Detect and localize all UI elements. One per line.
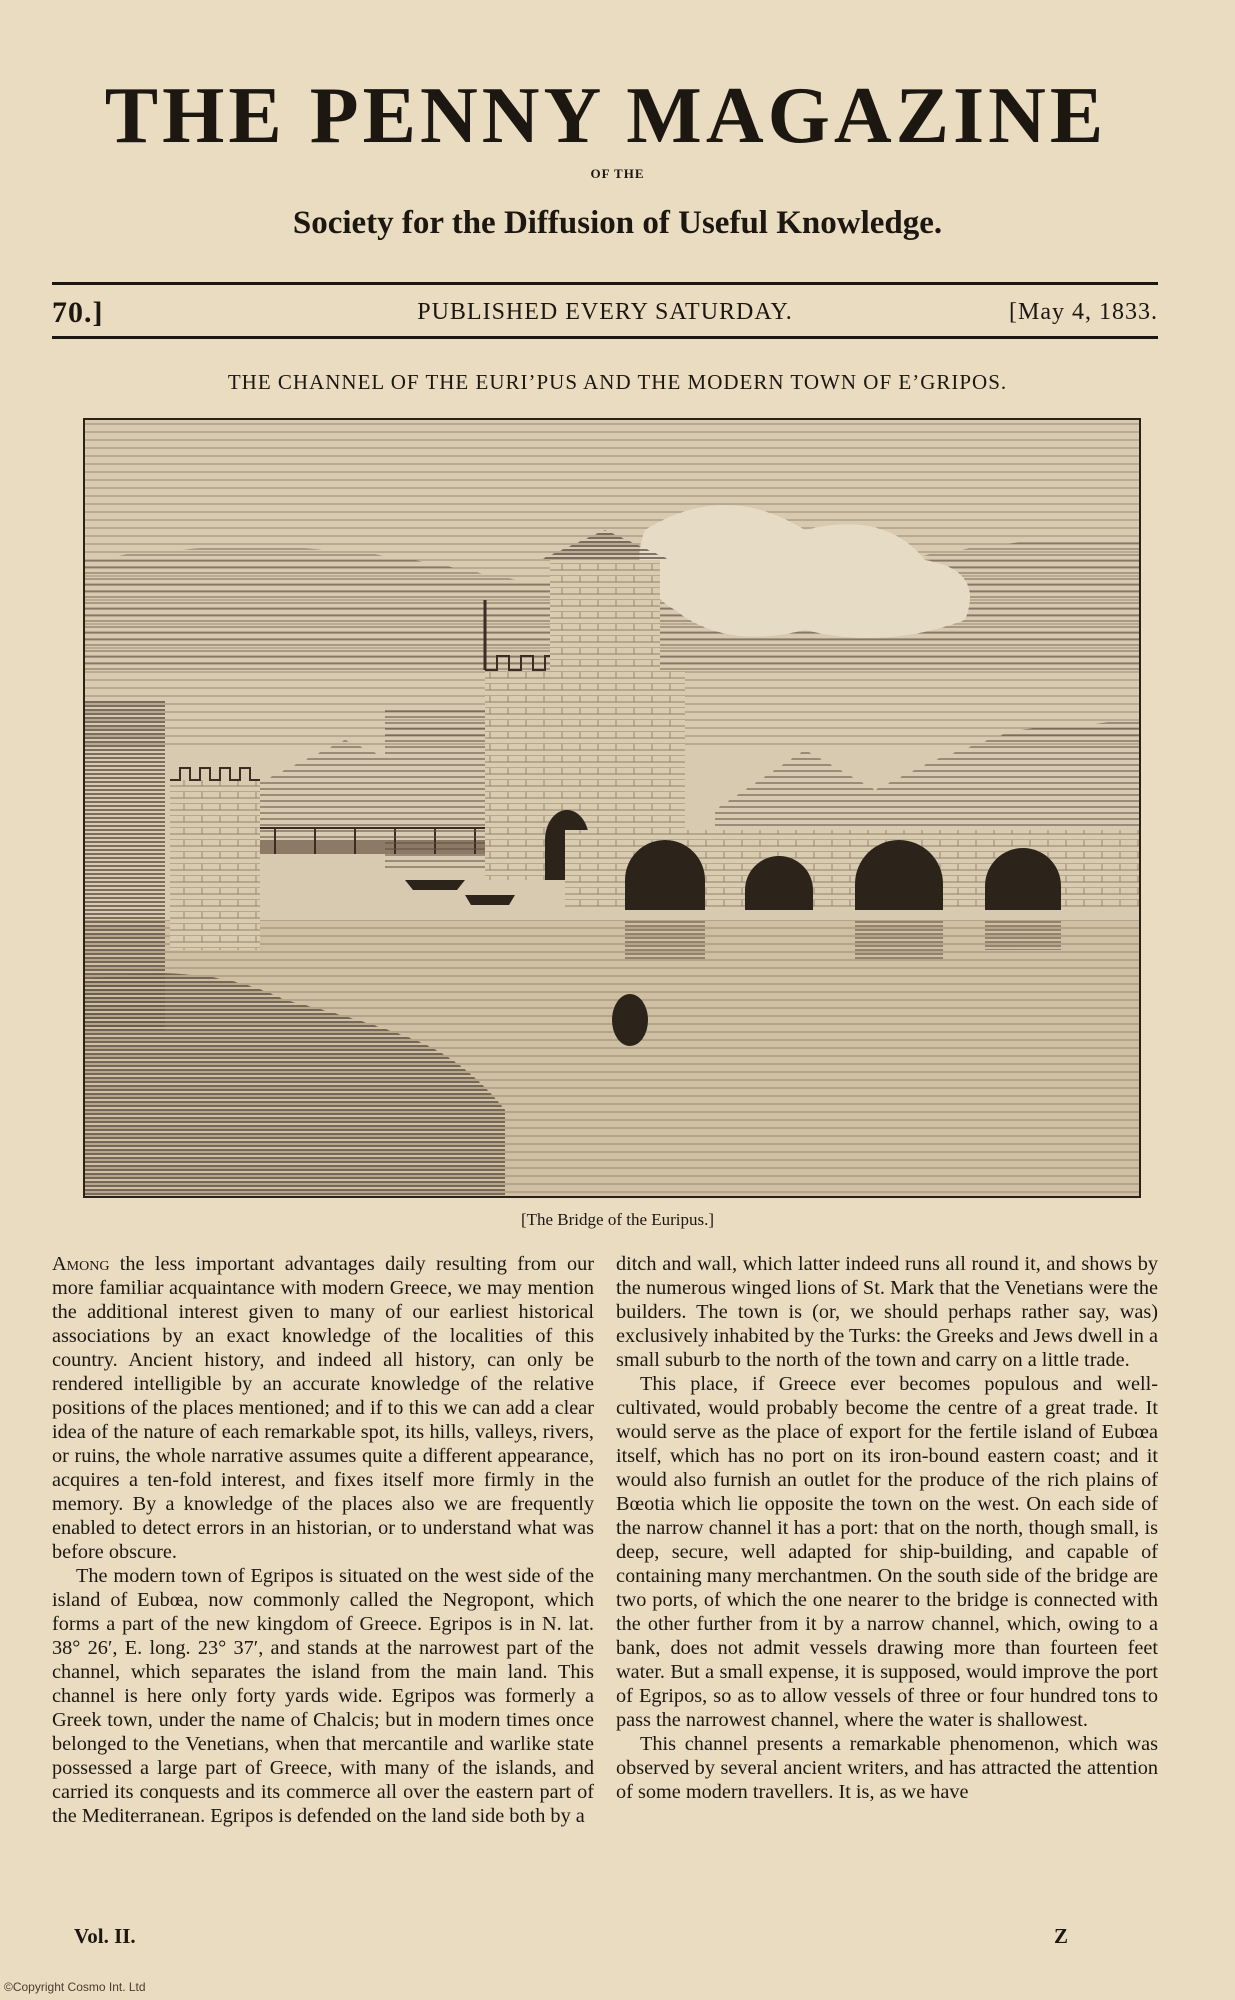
masthead-title: THE PENNY MAGAZINE [104,72,1108,160]
masthead-of-the: OF THE [590,166,645,181]
signature-mark: Z [1053,1924,1068,1948]
page-footer [52,1924,1158,1954]
bridge-illustration [85,420,1139,1196]
volume-number: Vol. II. [74,1924,136,1948]
buoy [612,994,648,1046]
left-fortress [170,780,260,950]
article-column-left [52,1252,594,1828]
masthead-society: Society for the Diffusion of Useful Knowledge. [292,205,943,241]
paragraph: The modern town of Egripos is situated on the west side of the island of Eubœa, now commonly called the Negropont, which forms a part of the new kingdom of Greece. Egripos is in N. lat. 38° 26′, E. long. 23° 37′, and stands at the narrowest part of the channel, which separates the island from the main land. This channel is here only forty yards wide. Egripos was formerly a Greek town, under the name of Chalcis; but in modern times once belonged to the Venetians, when that mercantile and warlike state possessed a large part of Greece, with many of the islands, and carried its conquests and its commerce all over the eastern part of the Mediterranean. Egripos is defended on the land side both by a [52,1565,594,1827]
boat [405,880,465,890]
castle-tower [550,560,660,680]
illustration-caption: [The Bridge of the Euripus.] [520,1210,715,1229]
boat-small [465,895,515,905]
publication-frequency: PUBLISHED EVERY SATURDAY. [417,299,793,325]
article-column-right [616,1252,1158,1804]
paragraph: This place, if Greece ever becomes populous and well-cultivated, would probably become the centre of a great trade. It would serve as the place of export for the fertile island of Eubœa itself, which has no port on its iron-bound eastern coast; and it would also furnish an outlet for the produce of the rich plains of Bœotia which lie opposite the town on the west. On each side of the narrow channel it has a port: that on the north, though small, is deep, secure, well adapted for ship-building, and capable of containing many merchantmen. On the south side of the bridge are two ports, of which the one nearer to the bridge is connected with the other further from it by a narrow channel, which, owing to a bank, does not admit vessels drawing more than fourteen feet water. But a small expense, it is supposed, would improve the port of Egripos, so as to allow vessels of three or four hundred tons to pass the narrowest channel, where the water is shallowest. [616,1373,1158,1731]
castle-rear-wall [385,710,485,870]
bridge-engraving [83,418,1141,1198]
copyright-notice: ©Copyright Cosmo Int. Ltd [4,1980,146,1994]
article-headline: THE CHANNEL OF THE EURI’PUS AND THE MODERN TOWN OF E’GRIPOS. [227,370,1008,394]
drop-lead: Among [52,1253,110,1275]
paragraph: This channel presents a remarkable phenomenon, which was observed by several ancient writers, and has attracted the attention of some modern travellers. It is, as we have [616,1733,1158,1803]
issue-date: [May 4, 1833. [1009,299,1158,325]
top-rule [52,282,1158,285]
issue-bar [52,296,1158,330]
paragraph: Among the less important advantages daily resulting from our more familiar acquaintance with modern Greece, we may mention the additional interest given to many of our earliest historical associations by an exact knowledge of the localities of this country. Ancient history, and indeed all history, can only be rendered intelligible by an accurate knowledge of the relative positions of the places mentioned; and if to this we can add a clear idea of the nature of each remarkable spot, its hills, valleys, rivers, or ruins, the whole narrative assumes quite a different appearance, acquires a ten-fold interest, and fixes itself more firmly in the memory. By a knowledge of the places also we are frequently enabled to detect errors in an historian, or to understand what was before obscure. [52,1253,594,1563]
bottom-rule [52,336,1158,339]
issue-number: 70.] [52,296,104,329]
paragraph: ditch and wall, which latter indeed runs all round it, and shows by the numerous winged lions of St. Mark that the Venetians were the builders. The town is (or, we should perhaps rather say, was) exclusively inhabited by the Turks: the Greeks and Jews dwell in a small suburb to the north of the town and carry on a little trade. [616,1253,1158,1371]
